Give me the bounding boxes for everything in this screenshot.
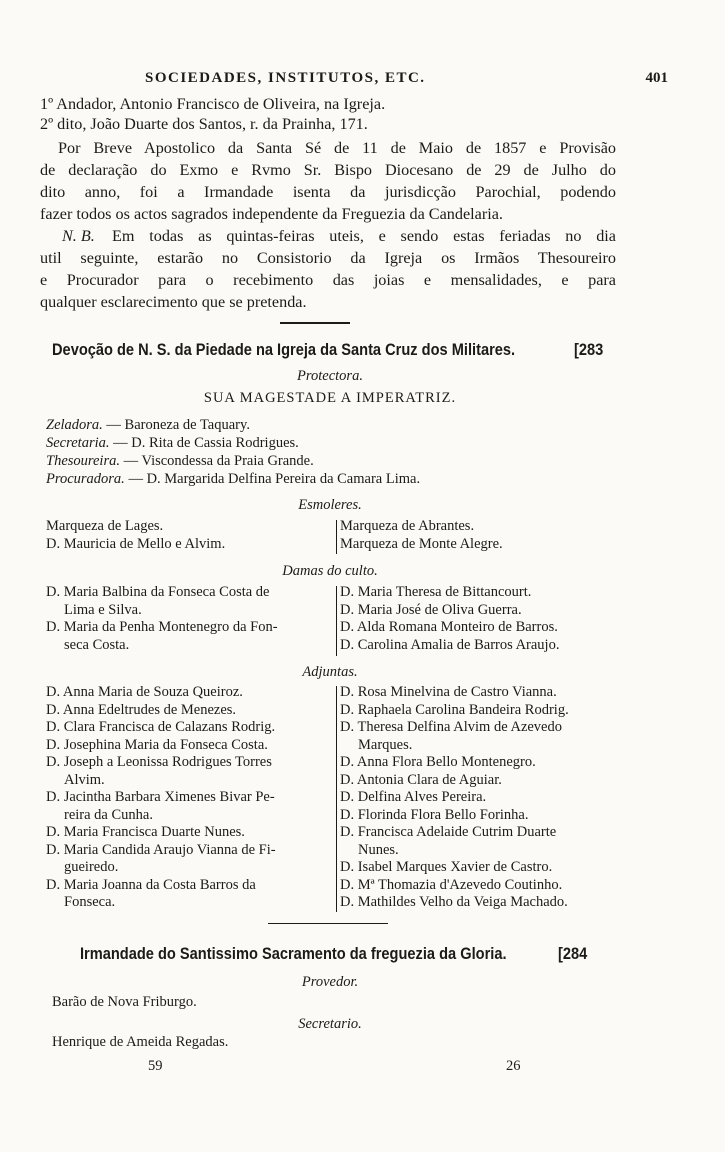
officer-zeladora: Zeladora. — Baroneza de Taquary. [46,417,250,433]
list-item: D. Carolina Amalia de Barros Araujo. [340,636,560,653]
list-item: D. Maria Theresa de Bittancourt. [340,584,532,600]
header-title: SOCIEDADES, INSTITUTOS, ETC. [145,70,426,86]
list-item: Marqueza de Monte Alegre. [340,535,503,552]
list-item: gueiredo. [64,859,119,875]
list-item: D. Maria da Penha Montenegro da Fon- [46,619,278,635]
column-rule [336,520,337,554]
officer-secretaria: Secretaria. — D. Rita de Cassia Rodrigues. [46,435,299,451]
damas-right [340,584,559,654]
list-item: reira da Cunha. [64,806,153,823]
divider [280,322,350,324]
nb-label: N. B. [62,227,95,245]
section-283-title: Devoção de N. S. da Piedade na Igreja da Santa Cruz dos Militares. [52,340,516,359]
column-rule [336,686,337,912]
list-item: Marqueza de Abrantes. [340,518,475,534]
provedor-label: Provedor. [301,974,359,990]
list-item: Nunes. [358,841,399,858]
list-item: D. Raphaela Carolina Bandeira Rodrig. [340,701,569,718]
list-item: Alvim. [64,771,105,788]
list-item: D. Rosa Minelvina de Castro Vianna. [340,684,557,700]
secretario-name: Henrique de Ameida Regadas. [52,1034,229,1050]
secretario-label: Secretario. [298,1016,362,1032]
list-item: D. Theresa Delfina Alvim de Azevedo [340,719,562,735]
adjuntas-right [340,684,569,912]
footer-left: 59 [148,1058,163,1074]
para1-line4: fazer todos os actos sagrados independente da Freguezia da Candelaria. [40,205,503,223]
list-item: D. Josephina Maria da Fonseca Costa. [46,736,268,753]
list-item: Marques. [358,736,413,753]
page-number: 401 [645,70,668,86]
list-item: D. Clara Francisca de Calazans Rodrig. [46,719,276,735]
list-item: Marqueza de Lages. [46,518,164,534]
para1-line1: Por Breve Apostolico da Santa Sé de 11 de Maio de 1857 e Provisão [58,139,616,157]
officer-procuradora: Procuradora. — D. Margarida Delfina Pereira da Camara Lima. [46,471,421,487]
esmoleres-right [340,518,503,553]
esmoleres-label: Esmoleres. [298,497,362,513]
provedor-name: Barão de Nova Friburgo. [52,994,197,1010]
andador-2: 2º dito, João Duarte dos Santos, r. da Prainha, 171. [40,115,368,133]
list-item: D. Anna Edeltrudes de Menezes. [46,701,237,718]
section-284-title: Irmandade do Santissimo Sacramento da freguezia da Gloria. [80,944,507,963]
list-item: Fonseca. [64,894,116,910]
list-item: D. Maria José de Oliva Guerra. [340,601,522,618]
protectora-label: Protectora. [297,368,363,384]
list-item: D. Anna Maria de Souza Queiroz. [46,684,243,700]
column-rule [336,586,337,656]
para1-line3: dito anno, foi a Irmandade isenta da jurisdicção Parochial, podendo [40,183,616,201]
list-item: D. Florinda Flora Bello Forinha. [340,806,529,823]
list-item: D. Maria Candida Araujo Vianna de Fi- [46,841,276,858]
list-item: D. Mauricia de Mello e Alvim. [46,535,226,552]
footer-right: 26 [506,1058,521,1074]
andador-1: 1º Andador, Antonio Francisco de Oliveira, na Igreja. [40,95,386,113]
list-item: D. Maria Joanna da Costa Barros da [46,876,256,893]
damas-label: Damas do culto. [282,563,378,579]
para2-line4: qualquer esclarecimento que se pretenda. [40,293,307,311]
list-item: D. Francisca Adelaide Cutrim Duarte [340,824,557,840]
esmoleres-left [46,518,225,553]
para2-line2: util seguinte, estarão no Consistorio da Igreja os Irmãos Thesoureiro [40,249,616,267]
list-item: D. Joseph a Leonissa Rodrigues Torres [46,754,272,770]
list-item: D. Jacintha Barbara Ximenes Bivar Pe- [46,789,275,805]
para1-line2: de declaração do Exmo e Rvmo Sr. Bispo Diocesano de 29 de Julho do [40,161,616,179]
adjuntas-left [46,684,336,912]
list-item: D. Maria Balbina da Fonseca Costa de [46,584,270,600]
list-item: D. Alda Romana Monteiro de Barros. [340,619,558,635]
list-item: D. Mª Thomazia d'Azevedo Coutinho. [340,876,563,893]
para2-line3: e Procurador para o recebimento das joias e mensalidades, e para [40,271,616,289]
list-item: seca Costa. [64,636,130,653]
divider [268,923,388,924]
protectora-name: SUA MAGESTADE A IMPERATRIZ. [203,390,457,406]
list-item: D. Antonia Clara de Aguiar. [340,771,502,788]
section-284-number: [284 [558,944,588,963]
list-item: D. Mathildes Velho da Veiga Machado. [340,894,568,910]
section-283-number: [283 [574,340,604,359]
list-item: Lima e Silva. [64,601,142,618]
list-item: D. Isabel Marques Xavier de Castro. [340,859,553,875]
adjuntas-label: Adjuntas. [302,664,358,680]
list-item: D. Maria Francisca Duarte Nunes. [46,824,245,840]
list-item: D. Delfina Alves Pereira. [340,789,487,805]
para2-line1: Em todas as quintas-feiras uteis, e sendo estas feriadas no dia [112,227,616,245]
officer-thesoureira: Thesoureira. — Viscondessa da Praia Grande. [46,453,314,469]
list-item: D. Anna Flora Bello Montenegro. [340,754,536,770]
damas-left [46,584,334,654]
